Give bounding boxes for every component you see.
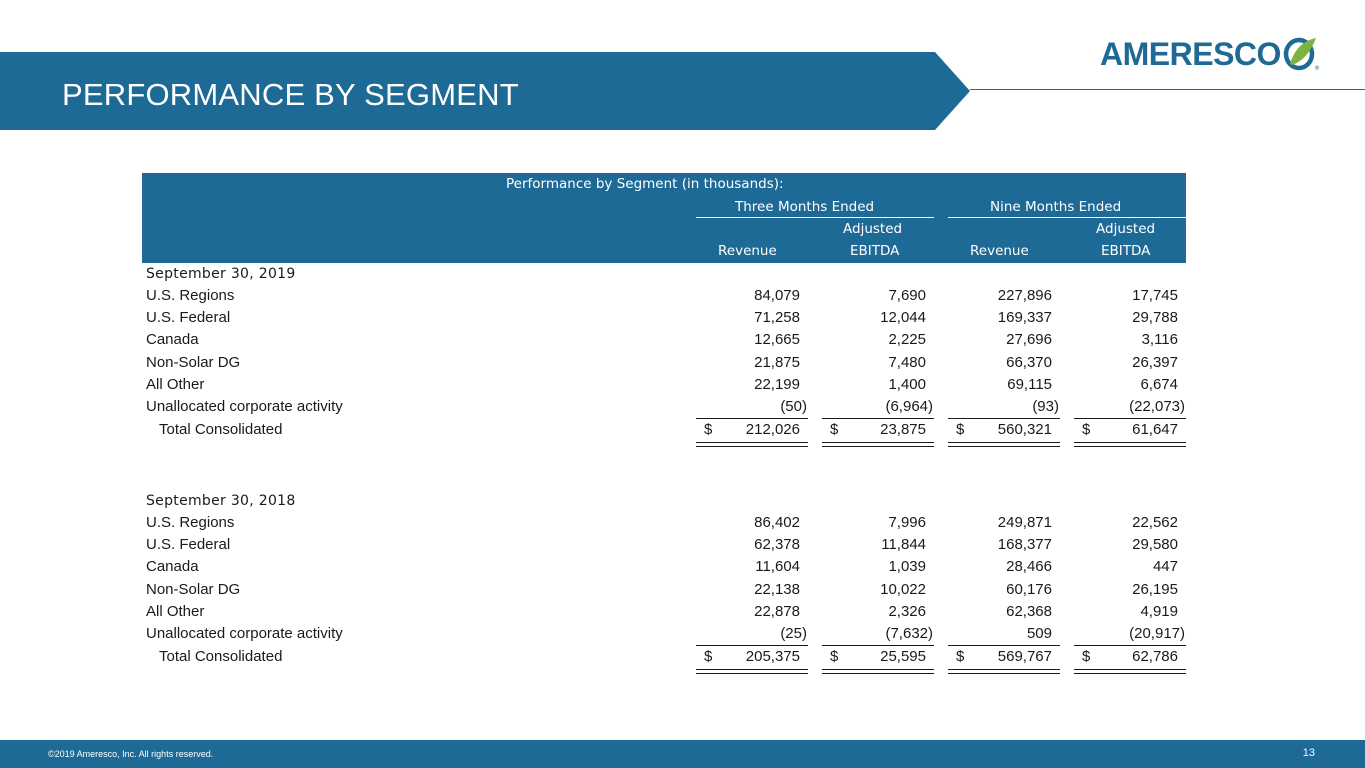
row-label: U.S. Federal — [146, 309, 231, 326]
total-value: 205,375 — [745, 648, 800, 665]
total-value: 23,875 — [880, 421, 926, 438]
header-ebitda-three: EBITDA — [850, 243, 900, 259]
double-rule — [1074, 673, 1186, 674]
header-rule — [970, 89, 1365, 90]
row-label: U.S. Regions — [146, 514, 235, 531]
cell-value: 26,397 — [1132, 354, 1178, 371]
subtotal-rule — [696, 418, 808, 419]
cell-value: 21,875 — [754, 354, 800, 371]
currency-symbol: $ — [1082, 421, 1091, 438]
cell-value: 1,039 — [888, 558, 926, 575]
svg-text:®: ® — [1313, 65, 1320, 72]
cell-value: 249,871 — [997, 514, 1052, 531]
cell-value: (93) — [1032, 398, 1059, 415]
subtotal-rule — [822, 418, 934, 419]
cell-value: 4,919 — [1140, 603, 1178, 620]
double-rule — [948, 446, 1060, 447]
currency-symbol: $ — [704, 421, 713, 438]
double-rule — [696, 446, 808, 447]
double-rule — [822, 442, 934, 443]
double-rule — [696, 669, 808, 670]
row-label: All Other — [146, 603, 205, 620]
cell-value: 28,466 — [1006, 558, 1052, 575]
row-label: Unallocated corporate activity — [146, 625, 343, 642]
header-adjusted-nine: Adjusted — [1096, 221, 1156, 237]
page-title: PERFORMANCE BY SEGMENT — [62, 77, 519, 112]
row-label: Non-Solar DG — [146, 354, 241, 371]
double-rule — [696, 673, 808, 674]
three-months-underline — [696, 217, 934, 218]
cell-value: (6,964) — [885, 398, 933, 415]
total-value: 560,321 — [997, 421, 1052, 438]
subtotal-rule — [948, 418, 1060, 419]
total-value: 569,767 — [997, 648, 1052, 665]
cell-value: 62,378 — [754, 536, 800, 553]
cell-value: 12,665 — [754, 331, 800, 348]
total-label: Total Consolidated — [159, 648, 283, 665]
cell-value: 12,044 — [880, 309, 926, 326]
currency-symbol: $ — [956, 421, 965, 438]
footer-copyright: ©2019 Ameresco, Inc. All rights reserved. — [48, 749, 214, 759]
total-label: Total Consolidated — [159, 421, 283, 438]
cell-value: 62,368 — [1006, 603, 1052, 620]
cell-value: 26,195 — [1132, 581, 1178, 598]
double-rule — [948, 669, 1060, 670]
row-label: Canada — [146, 331, 199, 348]
cell-value: (20,917) — [1129, 625, 1185, 642]
subtotal-rule — [1074, 645, 1186, 646]
cell-value: 27,696 — [1006, 331, 1052, 348]
double-rule — [822, 446, 934, 447]
cell-value: 169,337 — [997, 309, 1052, 326]
cell-value: 2,326 — [888, 603, 926, 620]
row-label: Unallocated corporate activity — [146, 398, 343, 415]
subtotal-rule — [696, 645, 808, 646]
currency-symbol: $ — [1082, 648, 1091, 665]
cell-value: 60,176 — [1006, 581, 1052, 598]
double-rule — [696, 442, 808, 443]
header-ebitda-nine: EBITDA — [1101, 243, 1151, 259]
cell-value: 22,138 — [754, 581, 800, 598]
double-rule — [948, 442, 1060, 443]
cell-value: 2,225 — [888, 331, 926, 348]
cell-value: 11,604 — [755, 558, 800, 575]
total-value: 212,026 — [745, 421, 800, 438]
header-three-months: Three Months Ended — [735, 199, 875, 215]
cell-value: 86,402 — [754, 514, 800, 531]
cell-value: (25) — [780, 625, 807, 642]
section-heading-2019: September 30, 2019 — [146, 266, 296, 282]
cell-value: 509 — [1026, 625, 1052, 642]
header-revenue-three: Revenue — [718, 243, 777, 259]
header-adjusted-three: Adjusted — [843, 221, 903, 237]
row-label: Canada — [146, 558, 199, 575]
cell-value: 69,115 — [1007, 376, 1052, 393]
cell-value: 22,562 — [1132, 514, 1178, 531]
cell-value: 447 — [1152, 558, 1178, 575]
double-rule — [948, 673, 1060, 674]
cell-value: 7,690 — [888, 287, 926, 304]
cell-value: 6,674 — [1140, 376, 1178, 393]
cell-value: (7,632) — [885, 625, 933, 642]
row-label: U.S. Federal — [146, 536, 231, 553]
header-revenue-nine: Revenue — [970, 243, 1029, 259]
cell-value: 10,022 — [880, 581, 926, 598]
cell-value: (22,073) — [1129, 398, 1185, 415]
subtotal-rule — [1074, 418, 1186, 419]
cell-value: 66,370 — [1006, 354, 1052, 371]
cell-value: (50) — [780, 398, 807, 415]
logo-wordmark: AMERESCO — [1100, 36, 1281, 72]
cell-value: 7,996 — [888, 514, 926, 531]
total-value: 61,647 — [1132, 421, 1178, 438]
section-heading-2018: September 30, 2018 — [146, 493, 296, 509]
cell-value: 22,878 — [754, 603, 800, 620]
cell-value: 17,745 — [1132, 287, 1178, 304]
double-rule — [822, 673, 934, 674]
table-caption: Performance by Segment (in thousands): — [506, 176, 784, 192]
double-rule — [1074, 442, 1186, 443]
cell-value: 3,116 — [1141, 331, 1178, 348]
header-nine-months: Nine Months Ended — [990, 199, 1122, 215]
leaf-icon — [1282, 34, 1320, 74]
cell-value: 1,400 — [888, 376, 926, 393]
currency-symbol: $ — [830, 421, 839, 438]
page-number: 13 — [1302, 747, 1315, 759]
currency-symbol: $ — [956, 648, 965, 665]
row-label: Non-Solar DG — [146, 581, 241, 598]
currency-symbol: $ — [830, 648, 839, 665]
subtotal-rule — [822, 645, 934, 646]
cell-value: 29,580 — [1132, 536, 1178, 553]
subtotal-rule — [948, 645, 1060, 646]
cell-value: 29,788 — [1132, 309, 1178, 326]
cell-value: 7,480 — [888, 354, 926, 371]
cell-value: 22,199 — [754, 376, 800, 393]
cell-value: 227,896 — [997, 287, 1052, 304]
row-label: U.S. Regions — [146, 287, 235, 304]
currency-symbol: $ — [704, 648, 713, 665]
total-value: 62,786 — [1132, 648, 1178, 665]
cell-value: 71,258 — [754, 309, 800, 326]
cell-value: 84,079 — [754, 287, 800, 304]
nine-months-underline — [948, 217, 1186, 218]
double-rule — [1074, 446, 1186, 447]
ameresco-logo — [1100, 34, 1320, 74]
double-rule — [1074, 669, 1186, 670]
cell-value: 11,844 — [881, 536, 926, 553]
total-value: 25,595 — [880, 648, 926, 665]
cell-value: 168,377 — [997, 536, 1052, 553]
double-rule — [822, 669, 934, 670]
row-label: All Other — [146, 376, 205, 393]
